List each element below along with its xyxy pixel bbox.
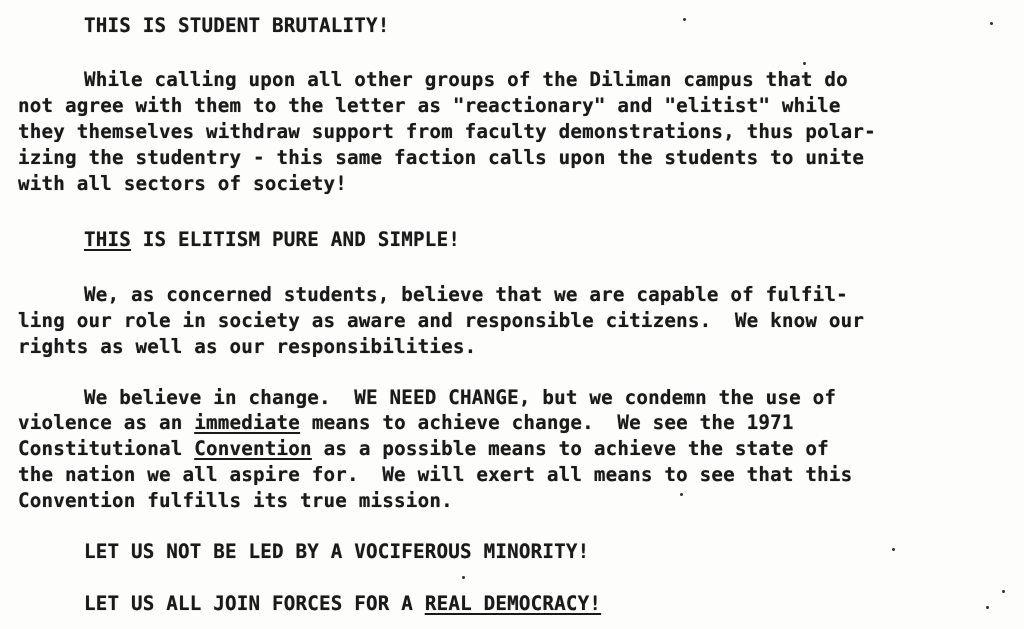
ink-speck xyxy=(1002,590,1005,593)
p3-line-2-after: means to achieve change. We see the 1971 xyxy=(300,411,794,434)
elitism-rest: IS ELITISM PURE AND SIMPLE! xyxy=(131,228,461,251)
paragraph-2-line-1: We, as concerned students, believe that we are capable of fulfil- xyxy=(84,283,848,306)
paragraph-3-line-5: Convention fulfills its true mission. xyxy=(18,489,453,512)
paragraph-3-line-2 xyxy=(18,411,794,435)
ink-speck xyxy=(892,548,895,551)
paragraph-3-line-4: the nation we all aspire for. We will exert all means to see that this xyxy=(18,463,853,486)
paragraph-1-line-5: with all sectors of society! xyxy=(18,172,348,195)
paragraph-1-line-3: they themselves withdraw support from faculty demonstrations, thus polar- xyxy=(18,120,876,143)
paragraph-1-line-1: While calling upon all other groups of the Diliman campus that do xyxy=(84,68,848,91)
ink-speck xyxy=(990,22,993,25)
paragraph-1-line-2: not agree with them to the letter as "reactionary" and "elitist" while xyxy=(18,94,841,117)
elitism-statement xyxy=(84,228,460,252)
real-democracy-underlined: REAL DEMOCRACY! xyxy=(424,592,602,615)
p3-line-2-before: violence as an xyxy=(18,411,195,434)
slogan-2 xyxy=(84,592,601,616)
paragraph-1-line-4: izing the studentry - this same faction calls upon the students to unite xyxy=(18,146,865,169)
paragraph-3-line-3 xyxy=(18,437,829,461)
elitism-underlined-word: THIS xyxy=(84,228,132,251)
ink-speck xyxy=(683,18,686,21)
paragraph-2-line-3: rights as well as our responsibilities. xyxy=(18,335,477,358)
paragraph-2-line-2: ling our role in society as aware and responsible citizens. We know our xyxy=(18,309,865,332)
convention-underlined: Convention xyxy=(194,437,312,460)
ink-speck xyxy=(803,62,806,65)
ink-speck xyxy=(680,493,683,496)
p3-line-3-before: Constitutional xyxy=(18,437,195,460)
immediate-underlined: immediate xyxy=(194,411,301,434)
slogan-2-before: LET US ALL JOIN FORCES FOR A xyxy=(84,592,425,615)
heading: THIS IS STUDENT BRUTALITY! xyxy=(84,14,390,37)
paragraph-3-line-1: We believe in change. WE NEED CHANGE, but we condemn the use of xyxy=(84,386,837,409)
p3-line-3-after: as a possible means to achieve the state of xyxy=(311,437,829,460)
slogan-1: LET US NOT BE LED BY A VOCIFEROUS MINORITY! xyxy=(84,540,590,563)
ink-speck xyxy=(986,606,989,609)
ink-speck xyxy=(462,576,465,579)
